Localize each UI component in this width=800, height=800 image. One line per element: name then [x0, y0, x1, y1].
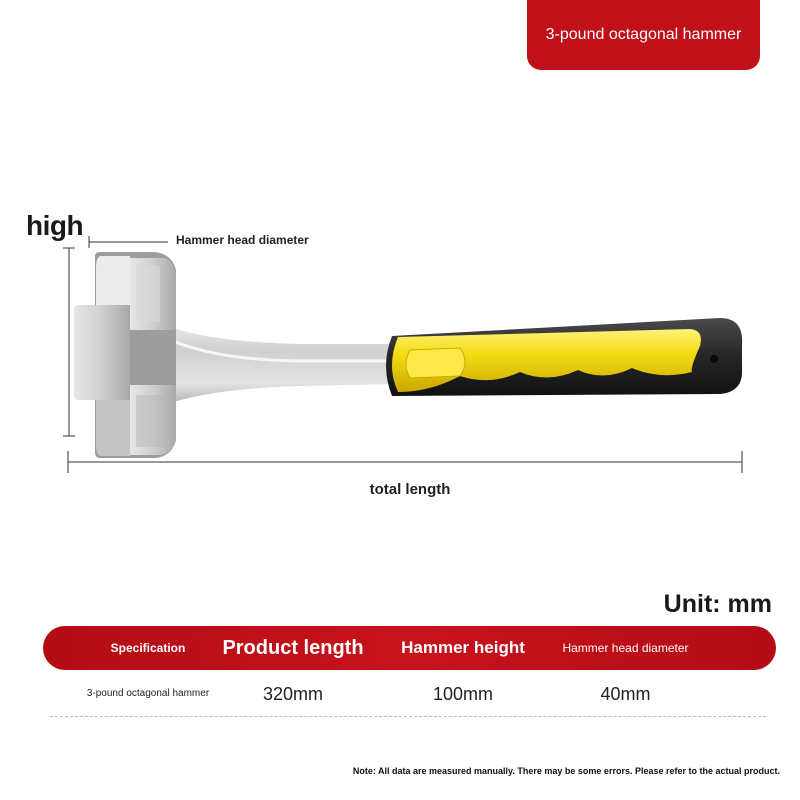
height-label: high — [26, 210, 84, 241]
hammer-grip — [386, 318, 742, 396]
header-specification: Specification — [110, 641, 186, 655]
cell-specification: 3-pound octagonal hammer — [86, 688, 210, 699]
header-hammer-height: Hammer height — [401, 638, 525, 657]
cell-product-length: 320mm — [262, 683, 324, 704]
head-diameter-dimension-line — [89, 236, 168, 248]
total-length-label: total length — [369, 481, 451, 498]
table-divider — [50, 716, 766, 717]
table-header — [43, 626, 776, 670]
title-text: 3-pound octagonal hammer — [545, 26, 742, 43]
hammer-shaft — [150, 318, 395, 410]
header-head-diameter: Hammer head diameter — [562, 640, 689, 655]
cell-hammer-height: 100mm — [432, 683, 494, 704]
header-product-length: Product length — [222, 636, 364, 659]
head-diameter-label: Hammer head diameter — [176, 233, 309, 247]
total-length-dimension-line — [68, 451, 742, 473]
unit-label: Unit: mm — [663, 590, 772, 618]
measurement-note: Note: All data are measured manually. There may be some errors. Please refer to the actual product. — [352, 766, 780, 776]
hammer-head — [74, 252, 176, 458]
height-dimension-line — [63, 248, 75, 436]
cell-head-diameter: 40mm — [600, 683, 651, 704]
